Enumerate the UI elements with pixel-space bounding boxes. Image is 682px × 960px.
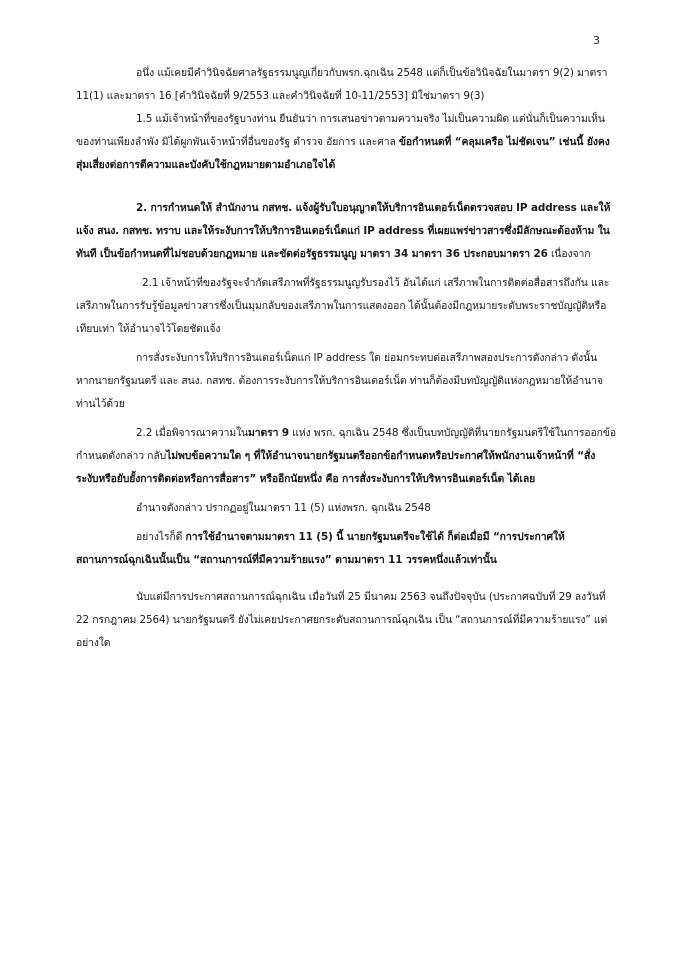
paragraph-section-11 [76, 526, 616, 572]
paragraph-2-1: 2.1 เจ้าหน้าที่ของรัฐจะจำกัดเสรีภาพที่รัฐธรรมนูญรับรองไว้ อันได้แก่ เสรีภาพในการติดต่อสื่อสารถึงกัน และเสรีภาพในการรับรู้ข้อมูลข่าวสารซึ่งเป็นมุมกลับของเสรีภาพในการแสดงออก ได้นั้นต้องมีกฎหมายระดับพระราชบัญญัติหรือเทียบเท่า ให้อำนาจไว้โดยชัดแจ้ง [76, 277, 610, 335]
page-number: 3 [593, 34, 600, 47]
section-2-emphasis: 2. การกำหนดให้ สำนักงาน กสทช. แจ้งผู้รับใบอนุญาตให้บริการอินเตอร์เน็ตตรวจสอบ IP address และให้แจ้ง สนง. กสทช. ทราบ และให้ระงับการให้บริการอินเตอร์เน็ตแก่ IP address ที่เผยแพร่ข่าวสารซึ่งมีลักษณะต้องห้าม ในทันที เป็นข้อกำหนดที่ไม่ชอบด้วยกฎหมาย และขัดต่อรัฐธรรมนูญ มาตรา 34 มาตรา 36 ประกอบมาตรา 26 [76, 202, 611, 260]
paragraph-2-2-d: ไม่พบข้อความใด ๆ ที่ให้อำนาจนายกรัฐมนตรีออกข้อกำหนดหรือประกาศให้พนักงานเจ้าหน้าที่ “สั่งระงับหรือยับยั้งการติดต่อหรือการสื่อสาร” หรืออีกนัยหนึ่ง คือ การสั่งระงับการให้บริหารอินเตอร์เน็ต ได้เลย [76, 450, 596, 485]
paragraph-1-5-text: 1.5 แม้เจ้าหน้าที่ของรัฐบางท่าน ยืนยันว่า การเสนอข่าวตามความจริง ไม่เป็นความผิด แต่นั่นก็เป็นความเห็นของท่านเพียงลำพัง มิได้ผูกพันเจ้าหน้าที่อื่นของรัฐ ตำรวจ อัยการ และศาล [76, 113, 605, 148]
paragraph-authority: อำนาจดังกล่าว ปรากฏอยู่ในมาตรา 11 (5) แห่งพรก. ฉุกเฉิน 2548 [136, 502, 431, 514]
paragraph-ruling-note: อนึ่ง แม้เคยมีคำวินิจฉัยศาลรัฐธรรมนูญเกี่ยวกับพรก.ฉุกเฉิน 2548 แต่ก็เป็นข้อวินิจฉัยในมาตรา 9(2) มาตรา 11(1) และมาตรา 16 [คำวินิจฉัยที่ 9/2553 และคำวินิจฉัยที่ 10-11/2553] มิใช่มาตรา 9(3) [76, 67, 608, 102]
document-body [76, 62, 616, 655]
paragraph-2-2-c: แห่ง พรก. ฉุกเฉิน 2548 ซึ่งเป็นบทบัญญัติที่นายกรัฐมนตรีใช้ในการออกข้อกำหนดดังกล่าว กลับ [76, 427, 617, 462]
paragraph-section-11-b: การใช้อำนาจตามมาตรา 11 (5) นี้ นายกรัฐมนตรีจะใช้ได้ ก็ต่อเมื่อมี “การประกาศให้สถานการณ์ฉุกเฉินนั้นเป็น “สถานการณ์ที่มีความร้ายแรง” ตามมาตรา 11 วรรคหนึ่งแล้วเท่านั้น [76, 531, 565, 566]
paragraph-2-2-b: มาตรา 9 [248, 427, 290, 439]
paragraph-section-11-a: อย่างไรก็ดี [136, 531, 186, 543]
section-2-heading [76, 197, 616, 266]
paragraph-2-2-a: 2.2 เมื่อพิจารณาความใน [136, 427, 249, 439]
paragraph-1-5-emphasis: ข้อกำหนดที่ “คลุมเครือ ไม่ชัดเจน” เช่นนี้ ยังคงสุ่มเสี่ยงต่อการตีความและบังคับใช้กฎหมายตามอำเภอใจได้ [76, 136, 610, 171]
section-2-tail: เนื่องจาก [547, 248, 591, 260]
paragraph-emergency-timeline: นับแต่มีการประกาศสถานการณ์ฉุกเฉิน เมื่อวันที่ 25 มีนาคม 2563 จนถึงปัจจุบัน (ประกาศฉบับที่ 29 ลงวันที่ 22 กรกฎาคม 2564) นายกรัฐมนตรี ยังไม่เคยประกาศยกระดับสถานการณ์ฉุกเฉิน เป็น “สถานการณ์ที่มีความร้ายแรง” แต่อย่างใด [76, 591, 608, 649]
paragraph-2-2 [76, 422, 616, 491]
paragraph-internet-suspension: การสั่งระงับการให้บริการอินเตอร์เน็ตแก่ IP address ใด ย่อมกระทบต่อเสรีภาพสองประการดังกล่าว ดังนั้น หากนายกรัฐมนตรี และ สนง. กสทช. ต้องการระงับการให้บริการอินเตอร์เน็ต ท่านก็ต้องมีบทบัญญัติแห่งกฎหมายให้อำนาจท่านไว้ด้วย [76, 352, 603, 410]
paragraph-1-5 [76, 108, 616, 177]
